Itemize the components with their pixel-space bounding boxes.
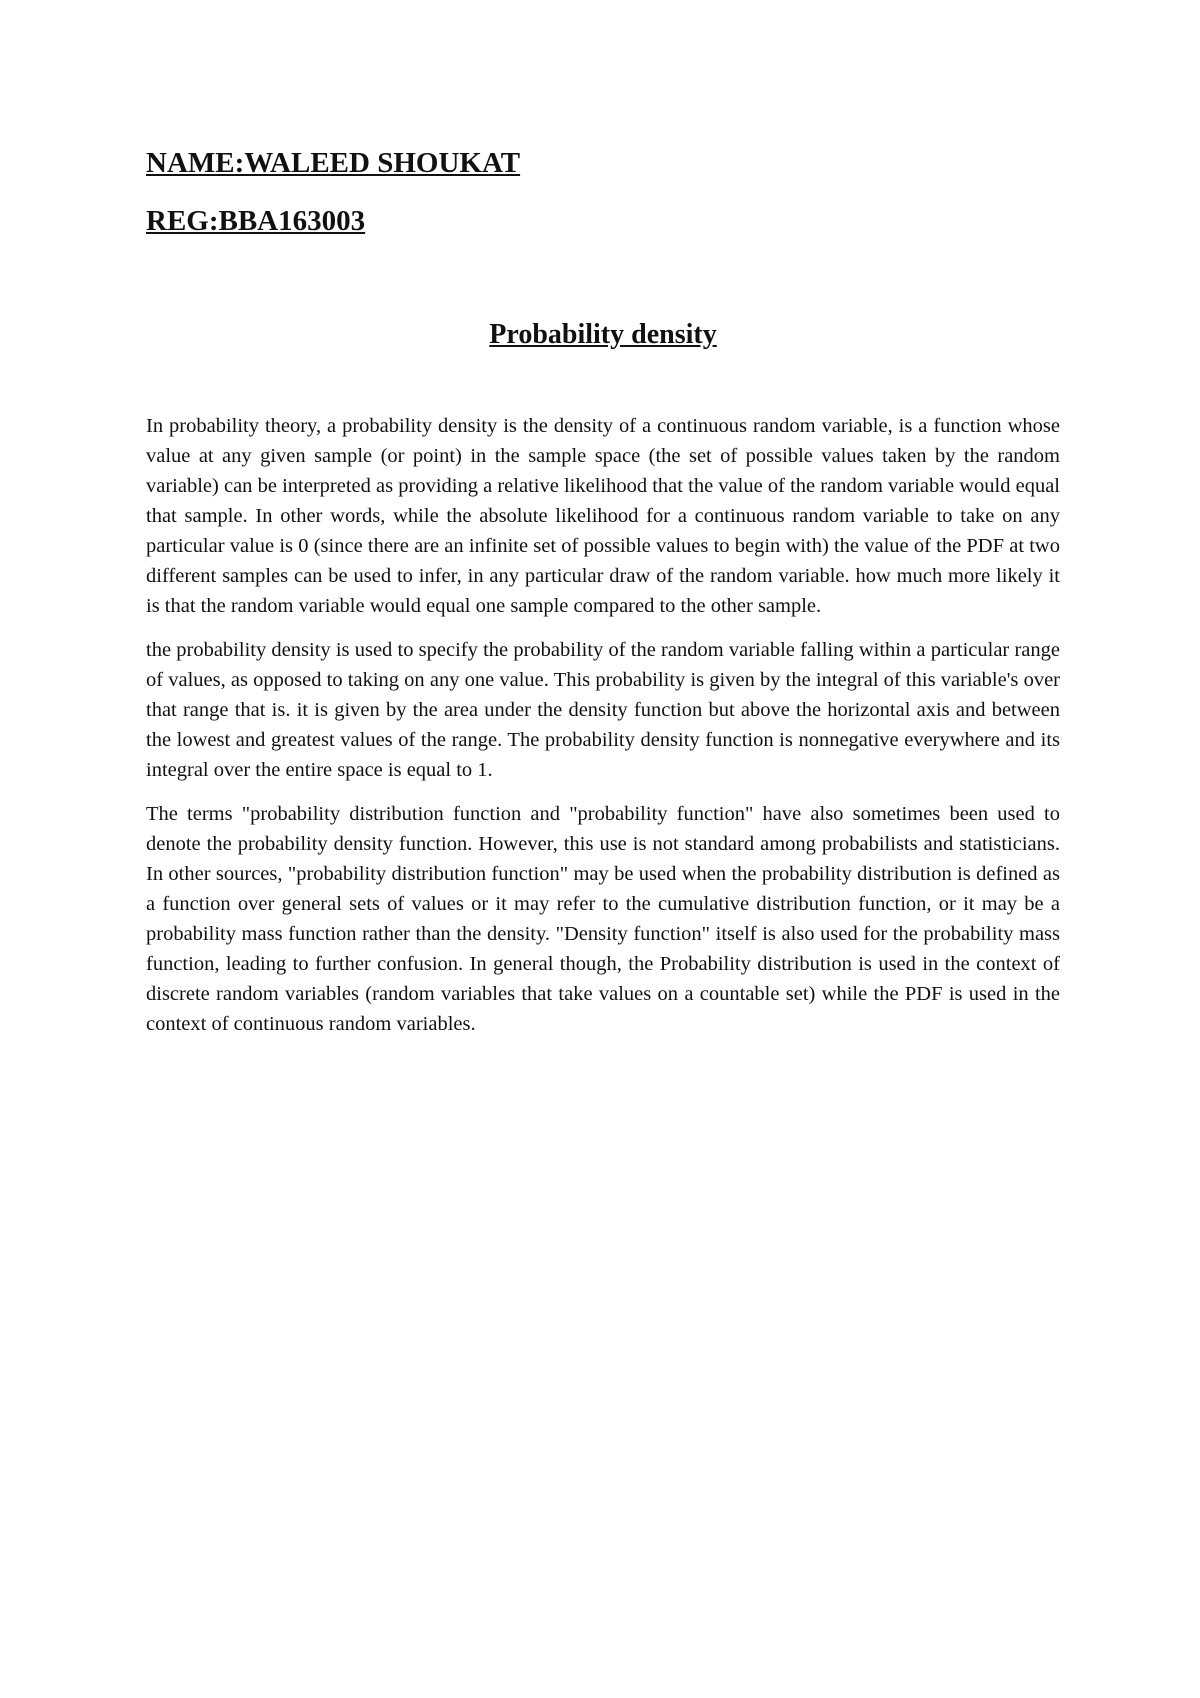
paragraph-2: the probability density is used to specify the probability of the random variable falling within a particular range of values, as opposed to taking on any one value. This probability is given by the integral of this variable's over that range that is. it is given by the area under the density function but above the horizontal axis and between the lowest and greatest values of the range. The probability density function is nonnegative everywhere and its integral over the entire space is equal to 1. bbox=[146, 639, 1060, 781]
paragraph-3: The terms "probability distribution function and "probability function" have also sometimes been used to denote the probability density function. However, this use is not standard among probabilists and statisticians. In other sources, "probability distribution function" may be used when the probability distribution is defined as a function over general sets of values or it may refer to the cumulative distribution function, or it may be a probability mass function rather than the density. "Density function" itself is also used for the probability mass function, leading to further confusion. In general though, the Probability distribution is used in the context of discrete random variables (random variables that take values on a countable set) while the PDF is used in the context of continuous random variables. bbox=[146, 803, 1060, 1035]
registration-number: REG:BBA163003 bbox=[146, 205, 366, 237]
document-title: Probability density bbox=[489, 319, 717, 350]
paragraph-1: In probability theory, a probability density is the density of a continuous random variable, is a function whose value at any given sample (or point) in the sample space (the set of possible values taken by the random variable) can be interpreted as providing a relative likelihood that the value of the random variable would equal that sample. In other words, while the absolute likelihood for a continuous random variable to take on any particular value is 0 (since there are an infinite set of possible values to begin with) the value of the PDF at two different samples can be used to infer, in any particular draw of the random variable. how much more likely it is that the random variable would equal one sample compared to the other sample. bbox=[146, 415, 1060, 617]
document-content bbox=[146, 145, 1060, 1053]
student-name: NAME:WALEED SHOUKAT bbox=[146, 147, 521, 179]
